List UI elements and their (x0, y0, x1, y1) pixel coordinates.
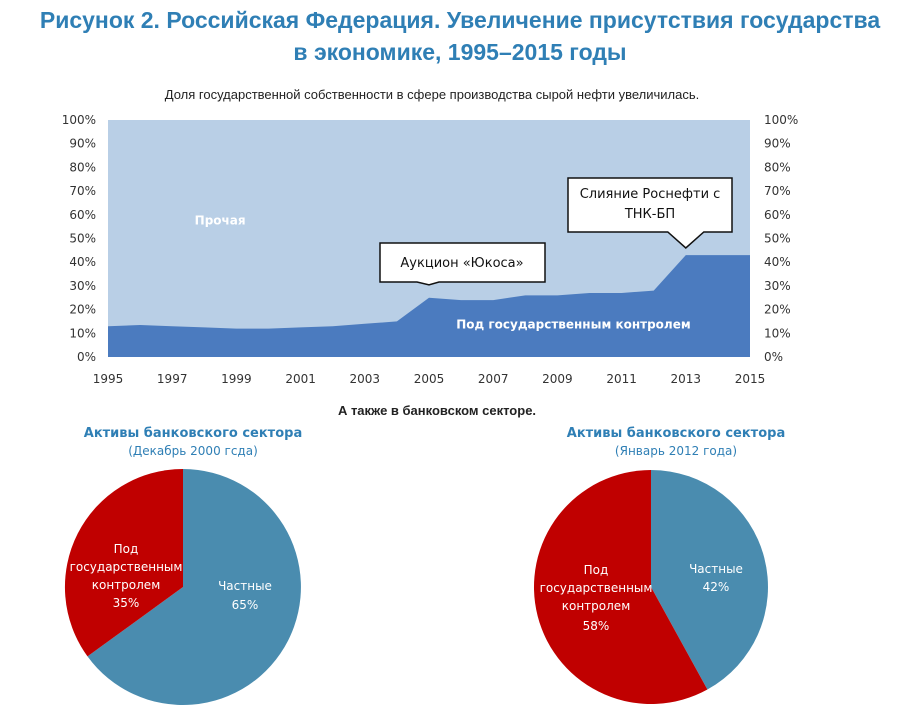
pie2-label-state-pct: 58% (582, 619, 610, 633)
y-tick-right: 100% (764, 113, 799, 127)
pie1-label-private-pct: 65% (231, 598, 259, 612)
y-tick-left: 50% (69, 231, 96, 246)
y-tick-right: 10% (764, 326, 791, 341)
y-tick-right: 0% (764, 350, 784, 364)
pie1-label-private-name: Частные (218, 579, 272, 593)
other-area-label: Прочая (194, 213, 246, 228)
x-tick: 1999 (221, 372, 252, 386)
banking-section-label: А также в банковском секторе. (337, 403, 537, 418)
y-tick-left: 30% (69, 278, 96, 293)
y-tick-right: 50% (764, 231, 791, 246)
x-tick: 1997 (156, 372, 188, 386)
pie2-title: Активы банковского сектора (566, 426, 786, 441)
y-tick-right: 80% (764, 160, 791, 175)
pie1-subtitle: (Декабрь 2000 гсда) (128, 444, 258, 458)
pie2-label-state-line1: Под (583, 563, 609, 577)
y-tick-left: 40% (69, 255, 96, 270)
pie1-title: Активы банковского сектора (83, 426, 303, 441)
pie2-label-private-pct: 42% (702, 580, 730, 594)
y-axis-left (62, 113, 96, 364)
y-tick-left: 70% (69, 184, 96, 199)
y-tick-right: 60% (764, 207, 791, 222)
annotation-yukos-text: Аукцион «Юкоса» (400, 256, 524, 271)
pie2-label-state-line3: контролем (561, 599, 631, 613)
annotation-rosneft-text-line1: Слияние Роснефти с (579, 187, 721, 202)
pie-2012 (534, 470, 768, 704)
pie2-subtitle: (Январь 2012 года) (614, 444, 738, 458)
state-area-label: Под государственным контролем (456, 317, 691, 332)
x-tick: 2015 (734, 372, 766, 386)
x-tick: 2011 (606, 372, 637, 386)
figure-title-line2: в экономике, 1995–2015 годы (293, 39, 627, 65)
y-axis-right (764, 113, 798, 364)
x-tick: 2013 (670, 372, 702, 386)
y-tick-left: 0% (76, 350, 96, 364)
x-axis (93, 372, 766, 386)
x-tick: 2003 (349, 372, 381, 386)
x-tick: 2005 (413, 372, 445, 386)
y-tick-left: 10% (69, 326, 96, 341)
pie1-label-state-pct: 35% (112, 596, 140, 610)
x-tick: 2001 (285, 372, 316, 386)
y-tick-left: 90% (69, 136, 96, 151)
pie1-label-state-line3: контролем (91, 578, 161, 592)
y-tick-right: 90% (764, 136, 791, 151)
y-tick-left: 80% (69, 160, 96, 175)
y-tick-right: 30% (764, 278, 791, 293)
y-tick-left: 60% (69, 207, 96, 222)
figure-title-line1: Рисунок 2. Российская Федерация. Увеличение присутствия государства (39, 7, 881, 33)
y-tick-right: 70% (764, 184, 791, 199)
annotation-yukos (380, 243, 545, 285)
area-chart-title: Доля государственной собственности в сфере производства сырой нефти увеличилась. (164, 87, 700, 102)
pie1-label-state-line2: государственным (69, 560, 183, 574)
x-tick: 2009 (542, 372, 573, 386)
pie2-label-private-name: Частные (689, 562, 743, 576)
y-tick-left: 20% (69, 302, 96, 317)
pie1-label-state-line1: Под (113, 542, 139, 556)
x-tick: 2007 (477, 372, 509, 386)
pie2-label-state-line2: государственным (539, 581, 653, 595)
y-tick-left: 100% (61, 113, 96, 127)
pie-2000 (65, 469, 301, 705)
y-tick-right: 20% (764, 302, 791, 317)
y-tick-right: 40% (764, 255, 791, 270)
area-chart (62, 113, 799, 386)
annotation-rosneft-text-line2: ТНК-БП (624, 207, 676, 222)
x-tick: 1995 (92, 372, 124, 386)
